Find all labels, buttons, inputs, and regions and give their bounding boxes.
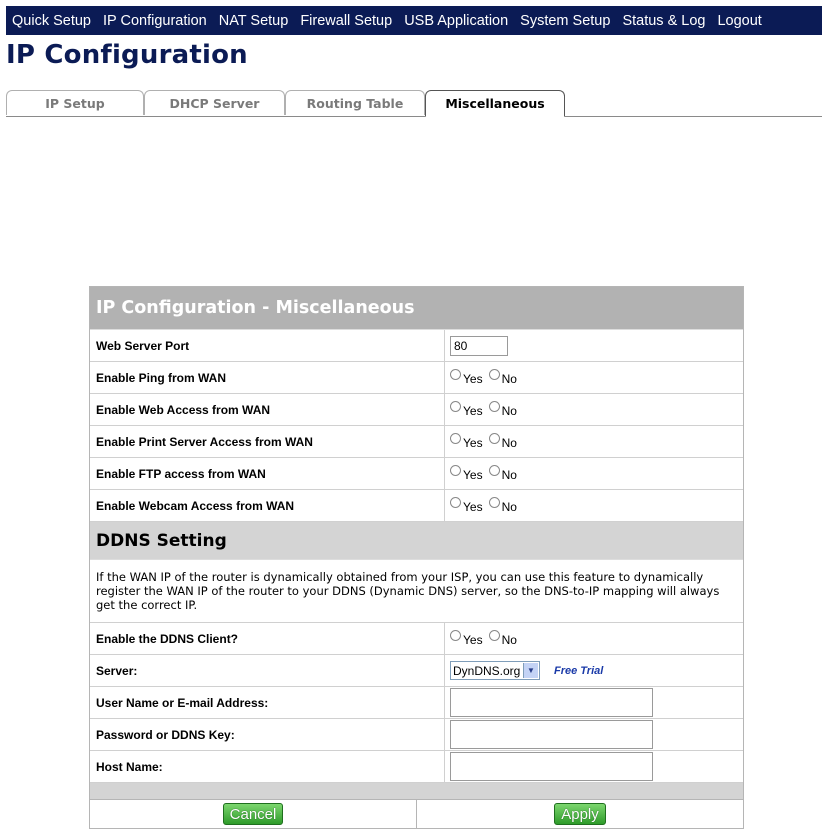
yes-label: Yes <box>463 633 483 647</box>
ddns-yes-radio[interactable] <box>450 630 461 641</box>
ddns-server-selected: DynDNS.org <box>453 663 521 678</box>
ddns-hostname-input[interactable] <box>450 752 653 781</box>
no-label: No <box>501 468 517 482</box>
ftp-yes-radio[interactable] <box>450 465 461 476</box>
ddns-enable-row <box>90 623 743 655</box>
yes-label: Yes <box>463 404 483 418</box>
nav-status-log[interactable]: Status & Log <box>622 12 706 29</box>
nav-system-setup[interactable]: System Setup <box>520 12 611 29</box>
webcam-no-radio[interactable] <box>489 497 500 508</box>
misc-section-header: IP Configuration - Miscellaneous <box>90 287 743 330</box>
no-label: No <box>501 404 517 418</box>
table-spacer <box>90 783 743 800</box>
ddns-server-row <box>90 655 743 687</box>
ddns-enable-label: Enable the DDNS Client? <box>90 623 445 654</box>
web-server-port-label: Web Server Port <box>90 330 445 361</box>
ddns-server-label: Server: <box>90 655 445 686</box>
ping-no-radio[interactable] <box>489 369 500 380</box>
ddns-hostname-label: Host Name: <box>90 751 445 782</box>
button-row <box>90 800 743 828</box>
option-row-web-access <box>90 394 743 426</box>
tab-bar <box>6 88 822 117</box>
ddns-no-radio[interactable] <box>489 630 500 641</box>
option-label: Enable Web Access from WAN <box>90 394 445 425</box>
no-label: No <box>501 500 517 514</box>
ddns-username-input[interactable] <box>450 688 653 717</box>
nav-logout[interactable]: Logout <box>717 12 762 29</box>
tab-ip-setup[interactable]: IP Setup <box>6 90 144 115</box>
webcam-yes-radio[interactable] <box>450 497 461 508</box>
nav-nat-setup[interactable]: NAT Setup <box>218 12 289 29</box>
apply-button[interactable]: Apply <box>554 803 606 825</box>
option-row-ftp <box>90 458 743 490</box>
ddns-section-header: DDNS Setting <box>90 522 743 560</box>
ddns-description: If the WAN IP of the router is dynamically obtained from your ISP, you can use this feature to dynamically register the WAN IP of the router to your DDNS (Dynamic DNS) server, so the DNS-to-IP mapping will always get the correct IP. <box>90 560 743 623</box>
yes-label: Yes <box>463 500 483 514</box>
ftp-no-radio[interactable] <box>489 465 500 476</box>
free-trial-link[interactable]: Free Trial <box>554 664 604 677</box>
ddns-hostname-row <box>90 751 743 783</box>
option-label: Enable Ping from WAN <box>90 362 445 393</box>
ddns-username-label: User Name or E-mail Address: <box>90 687 445 718</box>
chevron-down-icon[interactable]: ▼ <box>523 663 538 678</box>
yes-label: Yes <box>463 372 483 386</box>
web-server-port-input[interactable] <box>450 336 508 356</box>
option-row-ping <box>90 362 743 394</box>
ddns-password-label: Password or DDNS Key: <box>90 719 445 750</box>
web-access-no-radio[interactable] <box>489 401 500 412</box>
tab-dhcp-server[interactable]: DHCP Server <box>144 90 285 115</box>
misc-config-table <box>89 286 744 829</box>
tab-miscellaneous[interactable]: Miscellaneous <box>425 90 565 117</box>
ddns-username-row <box>90 687 743 719</box>
print-server-yes-radio[interactable] <box>450 433 461 444</box>
option-label: Enable FTP access from WAN <box>90 458 445 489</box>
no-label: No <box>501 436 517 450</box>
nav-firewall-setup[interactable]: Firewall Setup <box>300 12 393 29</box>
nav-usb-application[interactable]: USB Application <box>404 12 509 29</box>
ddns-server-select[interactable] <box>450 661 540 680</box>
option-label: Enable Print Server Access from WAN <box>90 426 445 457</box>
option-label: Enable Webcam Access from WAN <box>90 490 445 521</box>
no-label: No <box>501 372 517 386</box>
tab-routing-table[interactable]: Routing Table <box>285 90 425 115</box>
yes-label: Yes <box>463 436 483 450</box>
print-server-no-radio[interactable] <box>489 433 500 444</box>
ddns-password-input[interactable] <box>450 720 653 749</box>
page-title: IP Configuration <box>6 40 248 70</box>
web-access-yes-radio[interactable] <box>450 401 461 412</box>
option-row-print-server <box>90 426 743 458</box>
nav-quick-setup[interactable]: Quick Setup <box>12 12 91 29</box>
nav-ip-configuration[interactable]: IP Configuration <box>103 12 207 29</box>
web-server-port-row <box>90 330 743 362</box>
ping-yes-radio[interactable] <box>450 369 461 380</box>
no-label: No <box>501 633 517 647</box>
ddns-password-row <box>90 719 743 751</box>
option-row-webcam <box>90 490 743 522</box>
cancel-button[interactable]: Cancel <box>223 803 284 825</box>
top-nav-bar <box>6 6 822 35</box>
yes-label: Yes <box>463 468 483 482</box>
